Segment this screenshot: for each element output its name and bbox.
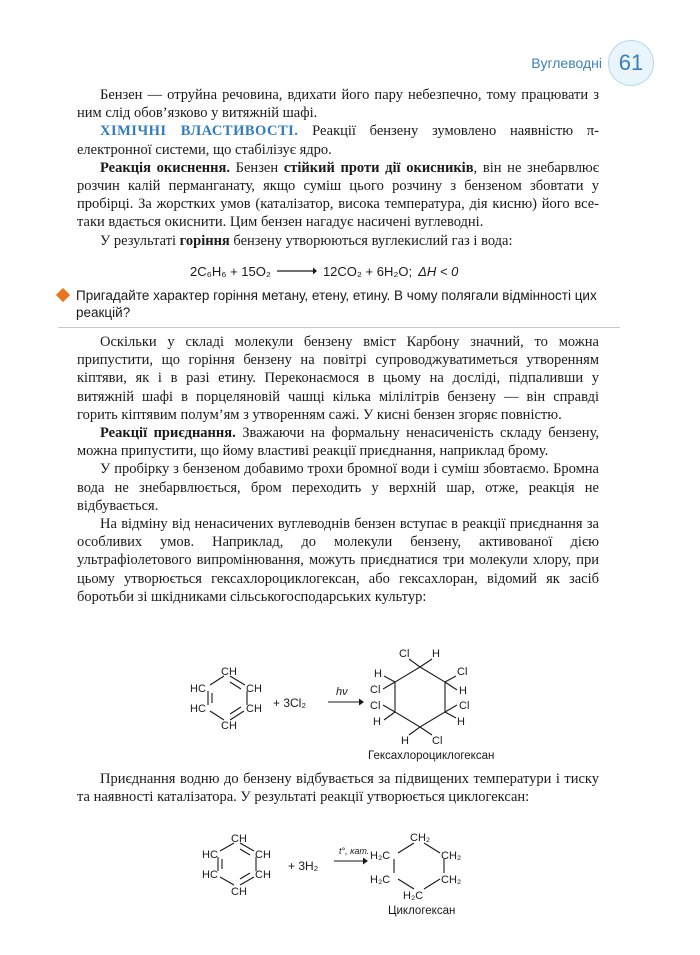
condition-catalyst: t°, кат. <box>339 846 370 856</box>
oxidation-bold: стійкий проти дії окисників <box>283 159 474 176</box>
benzene-hc-left-lower: HC <box>190 703 206 715</box>
benzene-ring <box>208 676 247 720</box>
equation-right: 12CO₂ + 6H₂O; <box>322 264 413 279</box>
benzene2-hc-left-upper: HC <box>202 849 218 861</box>
benzene-ring-2 <box>218 843 256 885</box>
paragraph-oxidation <box>77 159 599 232</box>
sub-ur-cl: Cl <box>457 666 468 678</box>
text-block-bottom <box>77 770 599 806</box>
paragraph-chemical-properties <box>77 122 599 158</box>
arrow-head-2 <box>363 858 368 865</box>
arrow-head-1 <box>359 699 364 706</box>
sub-ul-h: H <box>374 668 382 680</box>
paragraph-hydrogen: Приєднання водню до бензену відбувається за підвищених температури і тиску та наявності каталізатора. У результаті реакції утворюється циклогексан: <box>77 771 599 806</box>
cyclohexane-h2c-left-lower: H₂C <box>370 874 391 886</box>
benzene-ch-top: CH <box>221 666 237 678</box>
heading-oxidation: Реакція окиснення. <box>100 159 230 176</box>
benzene-ch-right-upper: CH <box>246 683 262 695</box>
combustion-text-2: бензену утворюються вуглекислий газ і вода: <box>229 232 513 249</box>
text-block-top <box>77 86 599 250</box>
sub-ur-h: H <box>459 685 467 697</box>
question-marker-icon <box>56 288 70 302</box>
cyclohexane-ch2-top: CH₂ <box>410 832 431 844</box>
paragraph-toxicity: Бензен — отруйна речовина, вдихати його пару небезпечно, тому працювати з ним слід обов’язково у витяжній шафі. <box>77 87 599 122</box>
paragraph-soot: Оскільки у складі молекули бензену вміст Карбону значний, то можна припустити, що горіння бензену на повітрі супроводжуватиметься утворенням кіптяви, як і в разі етину. Переконаємося в цьому на досліді, підпаливши у витяжній шафі в порцеляновій чашці кілька мілілітрів бензену — він справді горить кіптявим полум’ям з утворенням сажі. У кисні бензен згоряє повністю. <box>77 334 599 423</box>
benzene-hc-left-upper: HC <box>190 683 206 695</box>
question-box <box>58 287 620 328</box>
reagent-hydrogen: + 3H₂ <box>288 859 319 873</box>
paragraph-bromine: У пробірку з бензеном добавимо трохи бромної води і суміш збовтаємо. Бромна вода не знебарвлюється, бром переходить у верхній шар, отже, реакція не відбувається. <box>77 461 599 514</box>
equation-enthalpy: ΔH < 0 <box>418 264 459 279</box>
sub-lr-cl: Cl <box>459 700 470 712</box>
caption-hexachlorocyclohexane: Гексахлороциклогексан <box>368 750 495 762</box>
hydrogenation-scheme <box>200 828 500 908</box>
benzene2-ch-bottom: CH <box>231 886 247 898</box>
chemical-properties-text: Реакції бензену зумовлено наявністю π-електронної системи, що стабілізує ядро. <box>77 123 599 158</box>
caption-cyclohexane: Циклогексан <box>388 905 456 917</box>
sub-top-h: H <box>432 648 440 660</box>
sub-ll-h: H <box>373 716 381 728</box>
paragraph-chlorine: На відміну від ненасичених вуглеводнів бензен вступає в реакції приєднання за особливих умов. Наприклад, до молекули бензену, активованої дією ультрафіолетового випромінювання, можуть приєднатися три молекули хлору, при цьому утворюється гексахлороциклогексан, або гексахлоран, відомий як засіб боротьби зі шкідниками сільськогосподарських культур: <box>77 516 599 605</box>
benzene-ch-right-lower: CH <box>246 703 262 715</box>
oxidation-text-2: , він не знебарвлює розчин калій перманганату, якщо суміш цього розчину з бензеном збовтати у пробірці. За жорстких умов (каталізатор, висока температура, дія кисню) його все-таки вдається окиснити. Цим бензен нагадує насичені вуглеводні. <box>77 159 599 231</box>
paragraph-combustion <box>77 232 599 250</box>
page-header <box>531 40 654 86</box>
combustion-text-1: У результаті <box>100 232 180 249</box>
benzene2-hc-left-lower: HC <box>202 869 218 881</box>
benzene2-ch-top: CH <box>231 833 247 845</box>
cyclohexane-h2c-left-upper: H₂C <box>370 850 391 862</box>
sub-bottom-h: H <box>401 735 409 747</box>
combustion-bold: горіння <box>179 232 230 249</box>
text-block-middle <box>77 333 599 606</box>
section-title: Вуглеводні <box>531 55 602 71</box>
hexachlorocyclohexane-ring <box>383 659 457 735</box>
sub-top-cl: Cl <box>399 648 410 660</box>
paragraph-addition <box>77 424 599 460</box>
benzene2-ch-right-lower: CH <box>255 869 271 881</box>
oxidation-text-1: Бензен <box>229 159 284 176</box>
cyclohexane-h2c-bottom: H₂C <box>403 890 424 902</box>
cyclohexane-ring <box>394 843 444 889</box>
sub-bottom-cl: Cl <box>432 735 443 747</box>
cyclohexane-ch2-right-lower: CH₂ <box>441 874 462 886</box>
sub-ll-cl: Cl <box>370 700 381 712</box>
sub-ul-cl: Cl <box>370 684 381 696</box>
combustion-equation <box>190 264 458 279</box>
heading-chemical-properties: ХІМІЧНІ ВЛАСТИВОСТІ. <box>100 123 299 140</box>
reaction-arrow-icon <box>277 266 317 276</box>
benzene2-ch-right-upper: CH <box>255 849 271 861</box>
benzene-ch-bottom: CH <box>221 720 237 732</box>
cyclohexane-ch2-right-upper: CH₂ <box>441 850 462 862</box>
equation-left: 2C₆H₆ + 15O₂ <box>190 264 271 279</box>
sub-lr-h: H <box>457 716 465 728</box>
condition-uv: hν <box>336 686 348 698</box>
addition-text: Зважаючи на формальну ненасиченість складу бензену, можна припустити, що йому властиві реакції приєднання, наприклад брому. <box>77 425 599 460</box>
chlorination-scheme <box>180 645 540 755</box>
reagent-chlorine: + 3Cl₂ <box>273 696 307 710</box>
heading-addition: Реакції приєднання. <box>100 425 236 442</box>
question-text: Пригадайте характер горіння метану, етену, етину. В чому полягали відмінності цих реакцій? <box>76 288 597 320</box>
page-number: 61 <box>608 40 654 86</box>
